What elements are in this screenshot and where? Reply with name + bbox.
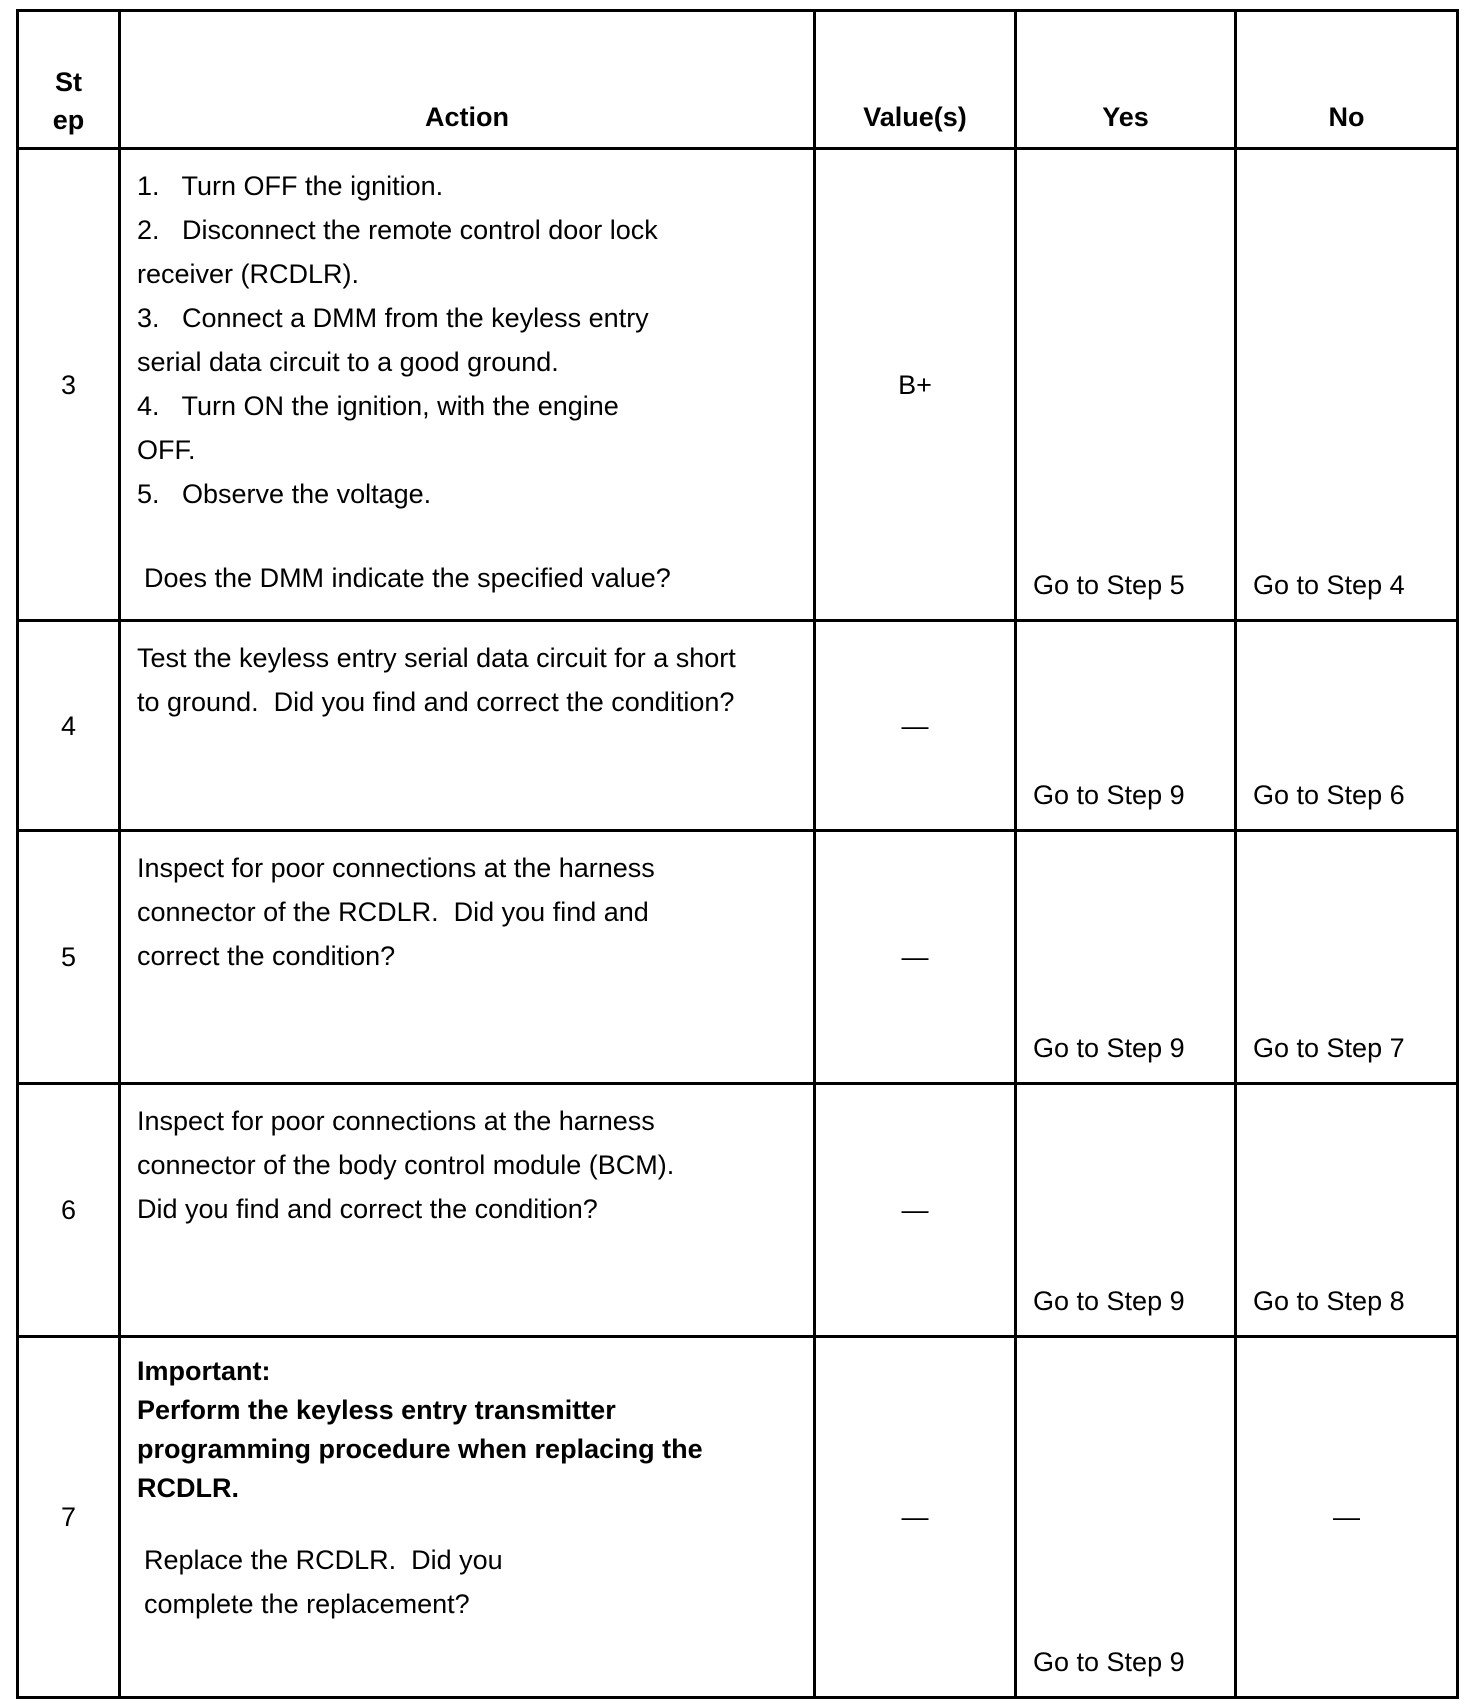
yes-cell: Go to Step 5 xyxy=(1016,149,1236,621)
action-cell xyxy=(120,1337,815,1698)
no-cell: Go to Step 6 xyxy=(1236,621,1458,831)
action-line: Did you find and correct the condition? xyxy=(137,1194,598,1224)
action-line: 2. Disconnect the remote control door lock xyxy=(137,215,658,245)
action-question: Does the DMM indicate the specified value? xyxy=(144,563,671,593)
action-line: Inspect for poor connections at the harness xyxy=(137,1106,655,1136)
step-number: 5 xyxy=(18,831,120,1084)
step-number: 4 xyxy=(18,621,120,831)
action-line: 4. Turn ON the ignition, with the engine xyxy=(137,391,619,421)
no-cell: Go to Step 7 xyxy=(1236,831,1458,1084)
table-row xyxy=(18,1337,1458,1698)
table-row xyxy=(18,1084,1458,1337)
important-line: RCDLR. xyxy=(137,1473,239,1503)
action-line: to ground. Did you find and correct the condition? xyxy=(137,687,735,717)
action-cell xyxy=(120,831,815,1084)
value-cell: — xyxy=(815,1337,1016,1698)
header-row xyxy=(18,11,1458,149)
diagnostic-table xyxy=(16,9,1459,1699)
header-action: Action xyxy=(120,11,815,149)
important-label: Important: xyxy=(137,1356,271,1386)
header-step: St ep xyxy=(18,11,120,149)
header-no: No xyxy=(1236,11,1458,149)
header-values: Value(s) xyxy=(815,11,1016,149)
action-line: Test the keyless entry serial data circuit for a short xyxy=(137,643,736,673)
action-cell xyxy=(120,1084,815,1337)
value-cell: B+ xyxy=(815,149,1016,621)
action-line: Replace the RCDLR. Did you xyxy=(144,1545,503,1575)
step-number: 3 xyxy=(18,149,120,621)
action-line: 3. Connect a DMM from the keyless entry xyxy=(137,303,649,333)
action-line: OFF. xyxy=(137,435,196,465)
action-line: 1. Turn OFF the ignition. xyxy=(137,171,444,201)
yes-cell: Go to Step 9 xyxy=(1016,1084,1236,1337)
important-line: Perform the keyless entry transmitter xyxy=(137,1395,616,1425)
action-line: serial data circuit to a good ground. xyxy=(137,347,559,377)
action-line: Inspect for poor connections at the harness xyxy=(137,853,655,883)
yes-cell: Go to Step 9 xyxy=(1016,831,1236,1084)
table-row xyxy=(18,149,1458,621)
step-number: 7 xyxy=(18,1337,120,1698)
table-row xyxy=(18,621,1458,831)
value-cell: — xyxy=(815,621,1016,831)
no-cell: — xyxy=(1236,1337,1458,1698)
action-line: correct the condition? xyxy=(137,941,396,971)
yes-cell: Go to Step 9 xyxy=(1016,1337,1236,1698)
action-cell xyxy=(120,149,815,621)
action-line: connector of the RCDLR. Did you find and xyxy=(137,897,649,927)
yes-cell: Go to Step 9 xyxy=(1016,621,1236,831)
table-row xyxy=(18,831,1458,1084)
no-cell: Go to Step 8 xyxy=(1236,1084,1458,1337)
header-yes: Yes xyxy=(1016,11,1236,149)
action-cell xyxy=(120,621,815,831)
no-cell: Go to Step 4 xyxy=(1236,149,1458,621)
value-cell: — xyxy=(815,831,1016,1084)
value-cell: — xyxy=(815,1084,1016,1337)
action-line: receiver (RCDLR). xyxy=(137,259,360,289)
important-line: programming procedure when replacing the xyxy=(137,1434,703,1464)
action-line: 5. Observe the voltage. xyxy=(137,479,432,509)
step-number: 6 xyxy=(18,1084,120,1337)
action-line: connector of the body control module (BCM). xyxy=(137,1150,675,1180)
action-line: complete the replacement? xyxy=(144,1589,470,1619)
